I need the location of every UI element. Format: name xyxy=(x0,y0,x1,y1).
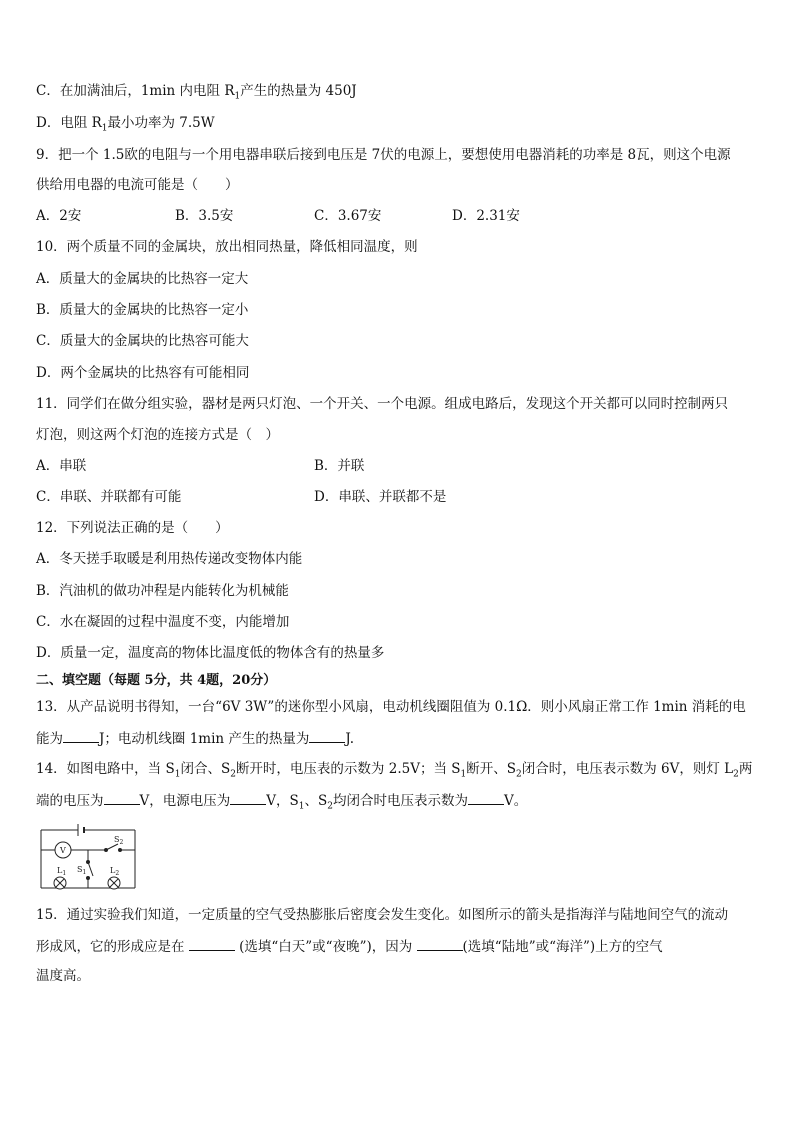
q10-option-d: D．两个金属块的比热容有可能相同 xyxy=(36,365,250,381)
q15-line3: 温度高。 xyxy=(36,968,90,984)
q12-option-a: A．冬天搓手取暖是利用热传递改变物体内能 xyxy=(36,551,303,567)
q15-line1: 15．通过实验我们知道，一定质量的空气受热膨胀后密度会发生变化。如图所示的箭头是指海洋与陆地间空气的流动 xyxy=(36,907,729,923)
q14-blank-1[interactable] xyxy=(104,790,140,805)
q12-option-d: D．质量一定，温度高的物体比温度低的物体含有的热量多 xyxy=(36,645,385,661)
q9-option-d: D．2.31安 xyxy=(452,208,520,224)
q12-option-b: B．汽油机的做功冲程是内能转化为机械能 xyxy=(36,583,289,599)
q10-stem: 10．两个质量不同的金属块，放出相同热量，降低相同温度，则 xyxy=(36,239,418,255)
q10-option-a: A．质量大的金属块的比热容一定大 xyxy=(36,271,249,287)
q11-stem-line1: 11．同学们在做分组实验，器材是两只灯泡、一个开关、一个电源。组成电路后，发现这个开关都可以同时控制两只 xyxy=(36,396,729,412)
q10-option-c: C．质量大的金属块的比热容可能大 xyxy=(36,333,249,349)
s1-label: $S_1$ xyxy=(77,865,87,876)
q11-option-d: D．串联、并联都不是 xyxy=(314,489,447,505)
q9-stem-line1: 9．把一个 1.5欧的电阻与一个用电器串联后接到电压是 7伏的电源上，要想使用电器消耗的功率是 8瓦，则这个电源 xyxy=(36,147,731,163)
q13-line2: 能为 J；电动机线圈 1min 产生的热量为 J. xyxy=(36,728,354,749)
q11-option-b: B．并联 xyxy=(314,458,365,474)
q13-blank-2[interactable] xyxy=(309,728,345,743)
q14-blank-3[interactable] xyxy=(468,790,504,805)
q14-blank-2[interactable] xyxy=(230,790,266,805)
q8-option-c: C．在加满油后，1min 内电阻 $R_1$产生的热量为 450J xyxy=(36,83,357,102)
q11-option-a: A．串联 xyxy=(36,458,87,474)
q12-stem: 12．下列说法正确的是（ ） xyxy=(36,520,229,536)
q12-option-c: C．水在凝固的过程中温度不变，内能增加 xyxy=(36,614,290,630)
l2-label: $L_2$ xyxy=(110,866,120,877)
q15-blank-1[interactable] xyxy=(189,936,235,951)
q11-stem-line2: 灯泡，则这两个灯泡的连接方式是（ ） xyxy=(36,427,279,443)
q11-option-c: C．串联、并联都有可能 xyxy=(36,489,182,505)
q8-option-d: D．电阻 $R_1$最小功率为 7.5W xyxy=(36,115,215,134)
q9-option-b: B．3.5安 xyxy=(175,208,234,224)
q15-line2: 形成风，它的形成应是在 (选填“白天”或“夜晚”)，因为 (选填“陆地”或“海洋”)上方的空气 xyxy=(36,936,663,957)
q13-line1: 13．从产品说明书得知，一台“6V 3W”的迷你型小风扇，电动机线圈阻值为 0.1Ω．则小风扇正常工作 1min 消耗的电 xyxy=(36,699,746,715)
q14-circuit-diagram xyxy=(36,822,140,894)
q10-option-b: B．质量大的金属块的比热容一定小 xyxy=(36,302,249,318)
s2-label: $S_2$ xyxy=(114,835,124,846)
q14-line2: 端的电压为 V，电源电压为 V，$S_1$、$S_2$均闭合时电压表示数为 V。 xyxy=(36,790,527,817)
q9-option-a: A．2安 xyxy=(36,208,82,224)
q9-option-c: C．3.67安 xyxy=(314,208,382,224)
voltmeter-label: V xyxy=(60,846,66,855)
l1-label: $L_1$ xyxy=(57,866,67,877)
q9-stem-line2: 供给用电器的电流可能是（ ） xyxy=(36,177,239,193)
section-title-fill-in: 二、填空题（每题 5分，共 4题，20分） xyxy=(36,673,277,688)
q15-blank-2[interactable] xyxy=(417,936,463,951)
q13-blank-1[interactable] xyxy=(63,728,99,743)
q14-line1: 14．如图电路中，当 $S_1$闭合、$S_2$断开时，电压表的示数为 2.5V；当 $S_1$断开、$S_2$闭合时，电压表示数为 6V，则灯 $L_2$两 xyxy=(36,761,753,780)
